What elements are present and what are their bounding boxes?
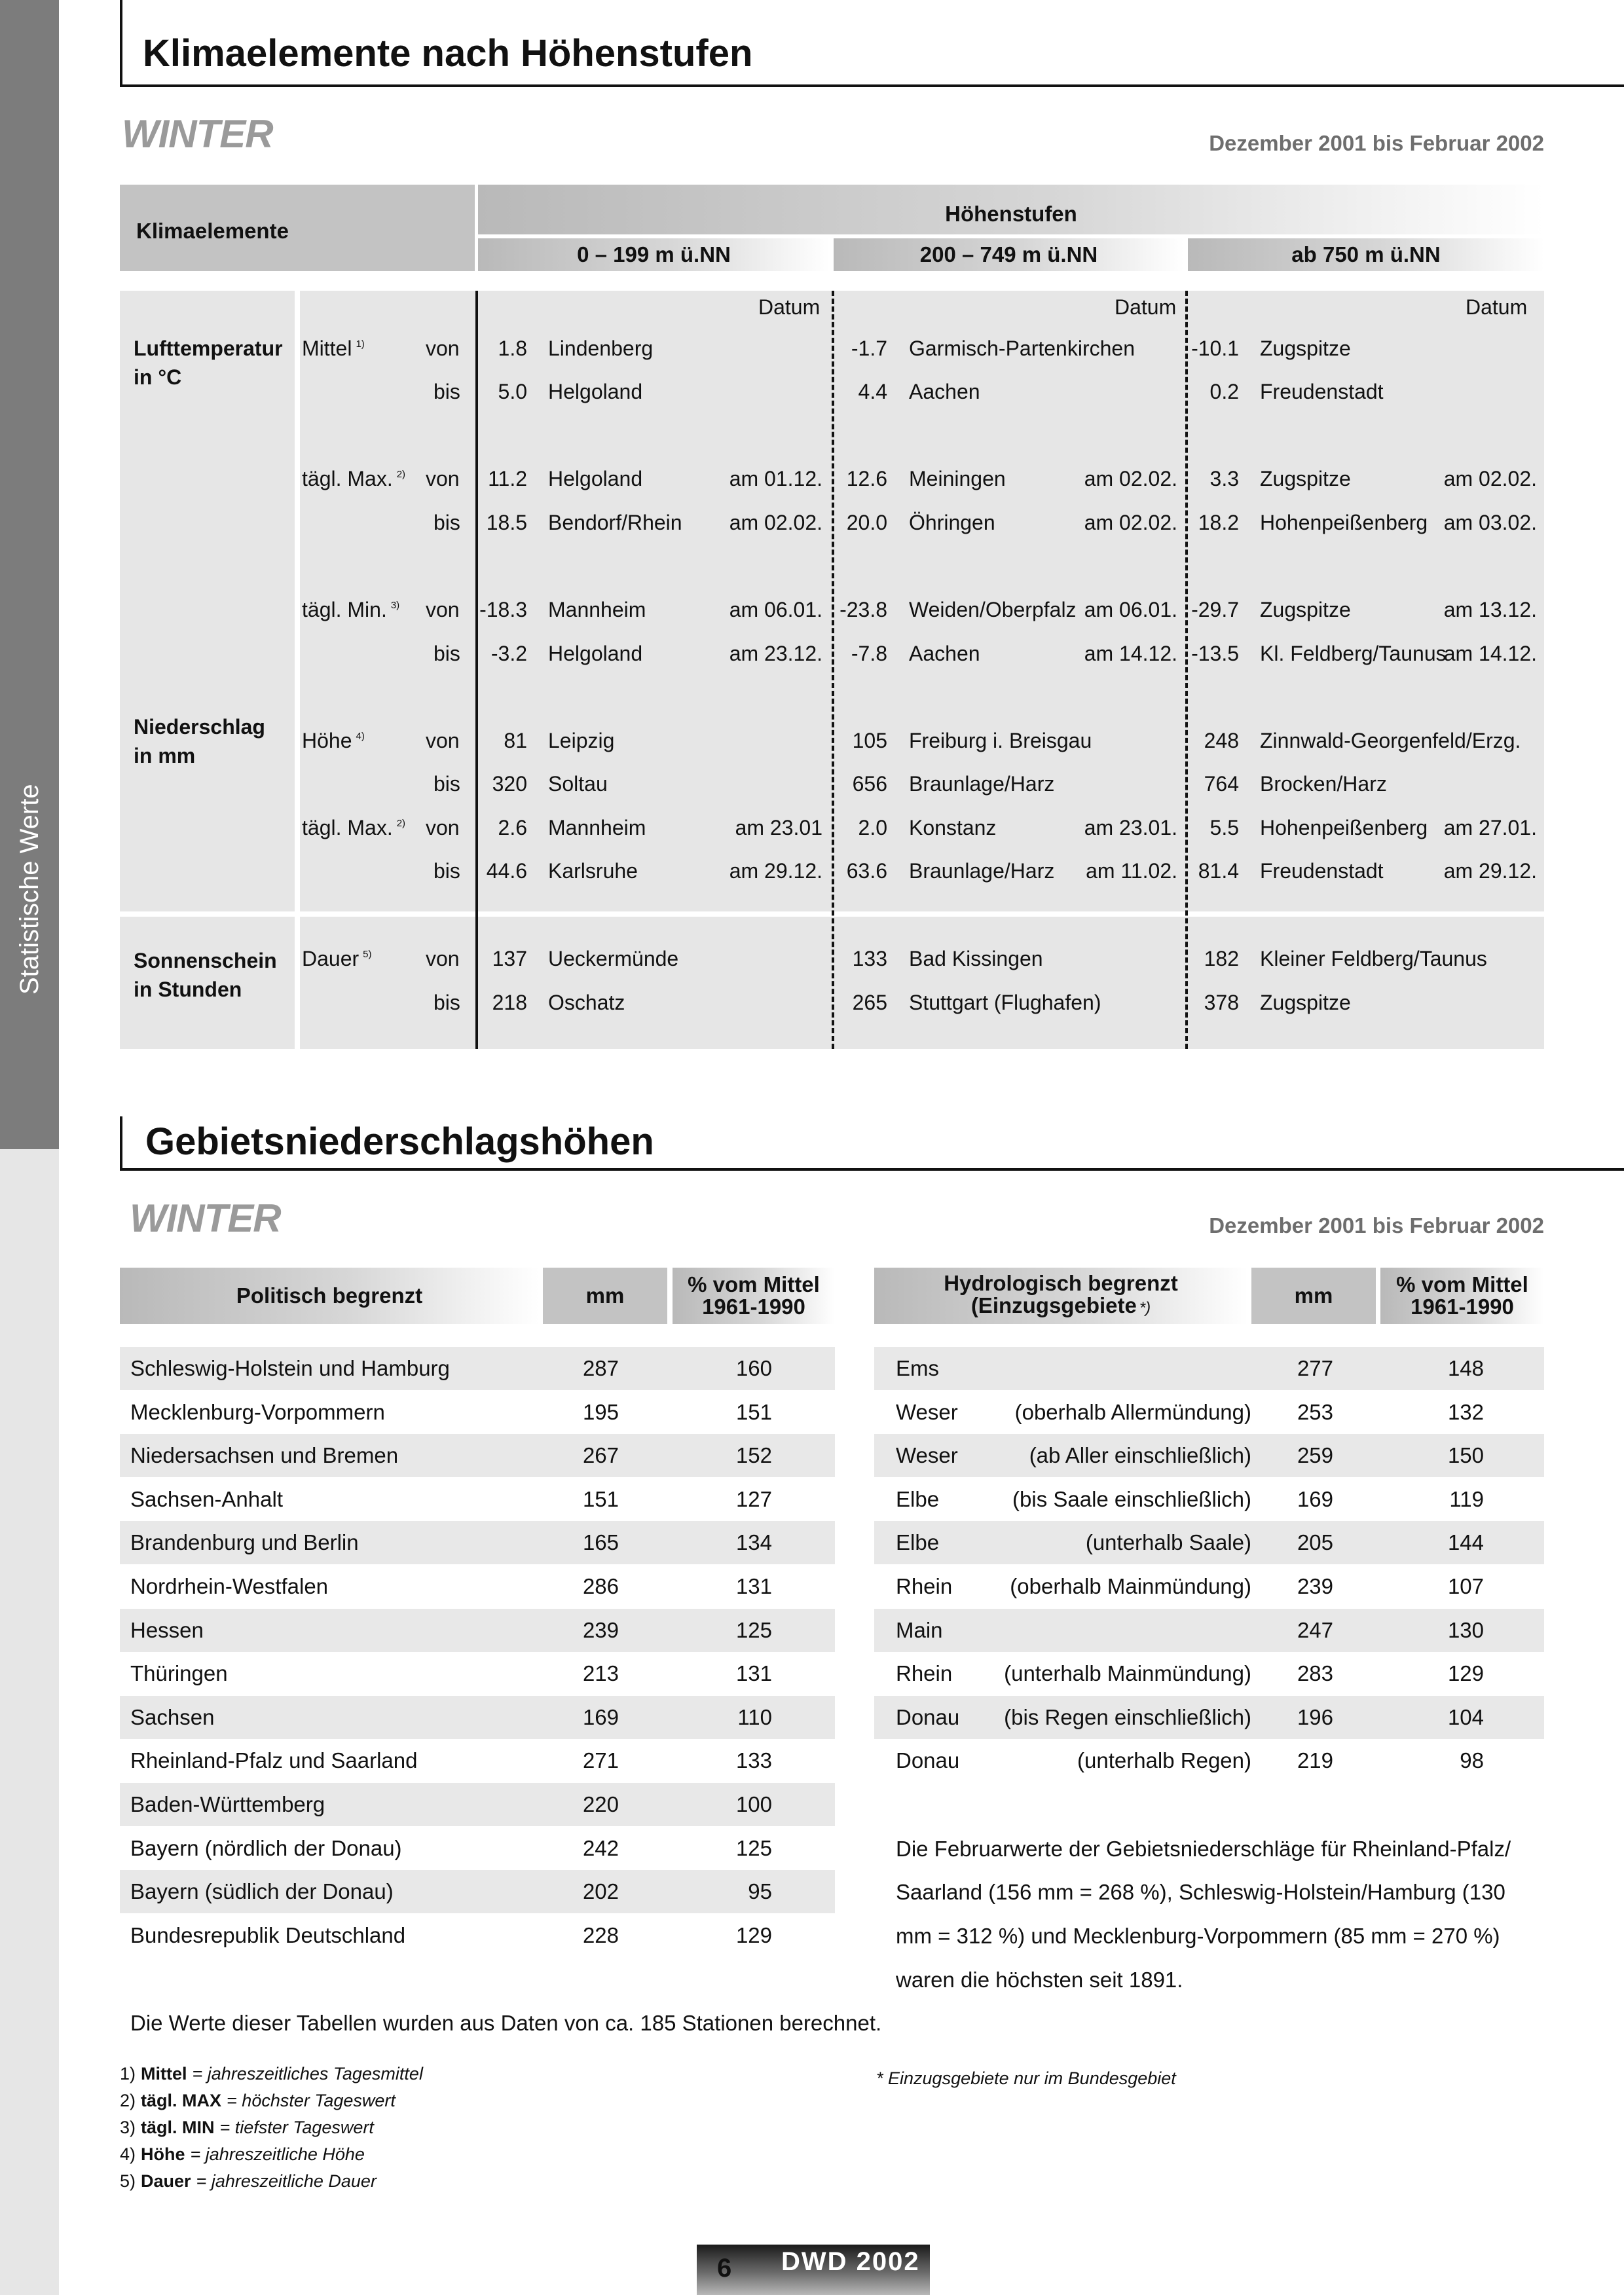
cell-station: Zugspitze (1260, 467, 1351, 490)
river-section: (bis Regen einschließlich) (1004, 1705, 1251, 1729)
cell-date: am 23.01 (735, 816, 822, 839)
column-divider-dashed (832, 291, 834, 1049)
mm-value: 277 (1297, 1356, 1333, 1380)
mm-value: 228 (582, 1923, 619, 1947)
pct-value: 100 (735, 1792, 772, 1816)
footnote-line (120, 2064, 423, 2084)
header-mm: mm (543, 1268, 667, 1324)
header-pct-line2: 1961-1990 (1411, 1294, 1514, 1319)
mm-value: 196 (1297, 1705, 1333, 1729)
cell-value: -7.8 (851, 642, 887, 665)
header-pct-line2: 1961-1990 (702, 1294, 805, 1319)
table-row (120, 1827, 835, 1870)
subgroup-label: Höhe $^{4)}$ (302, 729, 365, 752)
mm-value: 239 (1297, 1574, 1333, 1598)
cell-station: Konstanz (909, 816, 997, 839)
cell-value: 63.6 (846, 859, 887, 883)
subgroup-label: Dauer $^{5)}$ (302, 947, 372, 970)
table-row (120, 1652, 835, 1695)
cell-value: 182 (1204, 947, 1239, 970)
column-divider-solid (475, 291, 478, 1049)
river-name: Main (896, 1618, 943, 1642)
pct-value: 132 (1447, 1400, 1484, 1424)
pct-value: 148 (1447, 1356, 1484, 1380)
cell-value: 12.6 (846, 467, 887, 490)
river-name: Ems (896, 1356, 939, 1380)
footnote-number: 1) (120, 2064, 136, 2084)
pct-value: 133 (735, 1748, 772, 1772)
region-name: Mecklenburg-Vorpommern (130, 1400, 385, 1424)
cell-value: 18.5 (486, 511, 527, 534)
cell-station: Garmisch-Partenkirchen (909, 337, 1135, 360)
footnote-number: 4) (120, 2144, 136, 2164)
cell-date: am 02.02. (1443, 467, 1537, 490)
river-name: Rhein (896, 1661, 953, 1685)
river-name: Elbe (896, 1487, 940, 1511)
mm-value: 259 (1297, 1443, 1333, 1467)
header-pct-line1: % vom Mittel (1396, 1272, 1528, 1296)
cell-station: Freudenstadt (1260, 380, 1384, 403)
cell-value: -29.7 (1191, 598, 1239, 621)
footer-brand: DWD 2002 (781, 2247, 920, 2276)
header-mm: mm (1251, 1268, 1376, 1324)
mm-value: 287 (582, 1356, 619, 1380)
row-dir: von (426, 467, 460, 490)
mm-value: 219 (1297, 1748, 1333, 1772)
period-label: Dezember 2001 bis Februar 2002 (1209, 1213, 1544, 1238)
region-name: Hessen (130, 1618, 204, 1642)
table-row (120, 1696, 835, 1739)
cell-value: 656 (852, 772, 887, 796)
pct-value: 129 (735, 1923, 772, 1947)
pct-value: 125 (735, 1618, 772, 1642)
table-row (120, 1870, 835, 1913)
cell-value: 218 (492, 991, 527, 1014)
datum-label: Datum (1115, 295, 1177, 319)
cell-date: am 02.02. (1084, 467, 1177, 490)
cell-date: am 03.02. (1443, 511, 1537, 534)
cell-date: am 14.12. (1443, 642, 1537, 665)
footnote-number: 3) (120, 2118, 136, 2137)
cell-value: 18.2 (1198, 511, 1239, 534)
cell-station: Kleiner Feldberg/Taunus (1260, 947, 1487, 970)
table-row (120, 1914, 835, 1957)
cell-value: 320 (492, 772, 527, 796)
cell-value: 4.4 (858, 380, 887, 403)
cell-station: Leipzig (548, 729, 615, 752)
footnote-definition: = jahreszeitliche Höhe (190, 2144, 365, 2164)
table-row (874, 1609, 1544, 1652)
group-unit: in Stunden (134, 978, 242, 1001)
season-label: WINTER (122, 112, 273, 156)
cell-date: am 14.12. (1084, 642, 1177, 665)
cell-value: 81 (504, 729, 527, 752)
cell-value: 764 (1204, 772, 1239, 796)
cell-value: -1.7 (851, 337, 887, 360)
cell-date: am 13.12. (1443, 598, 1537, 621)
cell-date: am 06.01. (1084, 598, 1177, 621)
cell-station: Zugspitze (1260, 337, 1351, 360)
table-row (874, 1652, 1544, 1695)
footnote-term: tägl. MIN (141, 2118, 215, 2137)
mm-value: 267 (582, 1443, 619, 1467)
header-pct (673, 1268, 835, 1324)
cell-station: Helgoland (548, 642, 643, 665)
table-row (874, 1434, 1544, 1477)
footnote-term: Höhe (141, 2144, 185, 2164)
pct-value: 160 (735, 1356, 772, 1380)
cell-value: 133 (852, 947, 887, 970)
cell-station: Öhringen (909, 511, 995, 534)
table-row (874, 1521, 1544, 1564)
cell-station: Freiburg i. Breisgau (909, 729, 1092, 752)
cell-value: -23.8 (840, 598, 887, 621)
cell-value: 11.2 (488, 467, 527, 490)
cell-value: 5.5 (1209, 816, 1239, 839)
river-section: (unterhalb Regen) (1077, 1748, 1251, 1772)
row-dir: von (426, 337, 460, 360)
table-row (120, 1609, 835, 1652)
footnote-definition: = tiefster Tageswert (219, 2118, 374, 2137)
pct-value: 151 (735, 1400, 772, 1424)
header-hoehenstufen: Höhenstufen (945, 202, 1077, 226)
table-row (874, 1696, 1544, 1739)
cell-station: Meiningen (909, 467, 1006, 490)
subgroup-label: Mittel $^{1)}$ (302, 337, 365, 360)
region-name: Thüringen (130, 1661, 228, 1685)
cell-value: -13.5 (1191, 642, 1239, 665)
mm-value: 213 (582, 1661, 619, 1685)
row-dir: bis (434, 380, 460, 403)
cell-station: Aachen (909, 380, 980, 403)
footnote-line (120, 2091, 396, 2111)
cell-value: -18.3 (479, 598, 527, 621)
row-dir: bis (434, 859, 460, 883)
stations-note: Die Werte dieser Tabellen wurden aus Daten von ca. 185 Stationen berechnet. (130, 2011, 882, 2035)
header-hydrologisch (874, 1268, 1247, 1324)
cell-station: Helgoland (548, 467, 643, 490)
region-name: Schleswig-Holstein und Hamburg (130, 1356, 450, 1380)
cell-value: 378 (1204, 991, 1239, 1014)
mm-value: 169 (582, 1705, 619, 1729)
region-name: Niedersachsen und Bremen (130, 1443, 399, 1467)
table-row (120, 1391, 835, 1434)
group-unit: in °C (134, 365, 182, 389)
cell-station: Zinnwald-Georgenfeld/Erzg. (1260, 729, 1521, 752)
cell-station: Soltau (548, 772, 608, 796)
header-hydrologisch-line2: (Einzugsgebiete *) (970, 1293, 1151, 1317)
cell-value: 20.0 (846, 511, 887, 534)
cell-station: Kl. Feldberg/Taunus (1260, 642, 1447, 665)
row-dir: von (426, 729, 460, 752)
river-section: (unterhalb Mainmündung) (1004, 1661, 1251, 1685)
pct-value: 110 (737, 1705, 772, 1729)
pct-value: 98 (1460, 1748, 1484, 1772)
cell-value: 2.0 (858, 816, 887, 839)
pct-value: 95 (748, 1879, 772, 1903)
cell-date: am 29.12. (1443, 859, 1537, 883)
note-line: waren die höchsten seit 1891. (896, 1968, 1183, 1992)
cell-station: Mannheim (548, 816, 646, 839)
row-dir: bis (434, 642, 460, 665)
river-section: (ab Aller einschließlich) (1029, 1443, 1251, 1467)
river-name: Weser (896, 1400, 958, 1424)
cell-station: Bad Kissingen (909, 947, 1043, 970)
mm-value: 220 (582, 1792, 619, 1816)
cell-date: am 02.02. (1084, 511, 1177, 534)
cell-value: 105 (852, 729, 887, 752)
header-klimaelemente: Klimaelemente (136, 219, 289, 243)
cell-station: Braunlage/Harz (909, 859, 1055, 883)
cell-station: Hohenpeißenberg (1260, 511, 1428, 534)
note-line: Die Februarwerte der Gebietsniederschläge für Rheinland-Pfalz/ (896, 1837, 1511, 1861)
row-dir: von (426, 947, 460, 970)
page-number: 6 (717, 2254, 732, 2283)
datum-label: Datum (758, 295, 821, 319)
cell-date: am 01.12. (729, 467, 822, 490)
cell-station: Hohenpeißenberg (1260, 816, 1428, 839)
section-title-gebietsniederschlag: Gebietsniederschlagshöhen (145, 1120, 654, 1163)
note-line: mm = 312 %) und Mecklenburg-Vorpommern (85 mm = 270 %) (896, 1924, 1500, 1948)
cell-value: 2.6 (498, 816, 527, 839)
footnote-term: tägl. MAX (141, 2091, 222, 2110)
cell-station: Freudenstadt (1260, 859, 1384, 883)
header-politisch: Politisch begrenzt (120, 1268, 539, 1324)
table-row (120, 1478, 835, 1521)
cell-station: Brocken/Harz (1260, 772, 1387, 796)
cell-date: am 11.02. (1086, 859, 1177, 883)
region-name: Baden-Württemberg (130, 1792, 325, 1816)
pct-value: 144 (1447, 1530, 1484, 1554)
river-section: (bis Saale einschließlich) (1012, 1487, 1251, 1511)
pct-value: 134 (735, 1530, 772, 1554)
footnote-definition: = höchster Tageswert (227, 2091, 396, 2110)
datum-label: Datum (1466, 295, 1528, 319)
header-hydrologisch-line1: Hydrologisch begrenzt (944, 1271, 1178, 1295)
row-dir: bis (434, 511, 460, 534)
cell-date: am 06.01. (729, 598, 822, 621)
subgroup-label: tägl. Max. $^{2)}$ (302, 816, 406, 839)
cell-value: -3.2 (490, 642, 527, 665)
cell-date: am 29.12. (729, 859, 822, 883)
cell-date: am 23.12. (729, 642, 822, 665)
cell-date: am 27.01. (1443, 816, 1537, 839)
pct-value: 130 (1447, 1618, 1484, 1642)
pct-value: 125 (735, 1836, 772, 1860)
cell-station: Stuttgart (Flughafen) (909, 991, 1101, 1014)
mm-value: 151 (582, 1487, 619, 1511)
pct-value: 152 (735, 1443, 772, 1467)
mm-value: 242 (582, 1836, 619, 1860)
header-zone-200-749: 200 – 749 m ü.NN (919, 242, 1098, 266)
cell-station: Zugspitze (1260, 991, 1351, 1014)
row-dir: von (426, 598, 460, 621)
mm-value: 195 (582, 1400, 619, 1424)
section-side-label (9, 953, 50, 995)
mm-value: 169 (1297, 1487, 1333, 1511)
header-pct (1380, 1268, 1544, 1324)
season-label: WINTER (130, 1196, 281, 1240)
footnote-term: Mittel (141, 2064, 187, 2084)
river-section: (oberhalb Allermündung) (1014, 1400, 1251, 1424)
cell-value: 1.8 (498, 337, 527, 360)
table-row (120, 1347, 835, 1390)
section-title-klimaelemente: Klimaelemente nach Höhenstufen (143, 32, 753, 75)
cell-station: Mannheim (548, 598, 646, 621)
cell-date: am 23.01. (1084, 816, 1177, 839)
table-row (120, 1521, 835, 1564)
period-label: Dezember 2001 bis Februar 2002 (1209, 131, 1544, 155)
mm-value: 271 (582, 1748, 619, 1772)
cell-value: 265 (852, 991, 887, 1014)
cell-station: Lindenberg (548, 337, 654, 360)
group-name: Niederschlag (134, 715, 265, 739)
region-name: Bayern (südlich der Donau) (130, 1879, 394, 1903)
cell-station: Karlsruhe (548, 859, 638, 883)
mm-value: 253 (1297, 1400, 1333, 1424)
river-section: (unterhalb Saale) (1085, 1530, 1251, 1554)
mm-value: 247 (1297, 1618, 1333, 1642)
footnote-definition: = jahreszeitliches Tagesmittel (192, 2064, 423, 2084)
pct-value: 104 (1447, 1705, 1484, 1729)
column-divider-dashed (1185, 291, 1188, 1049)
header-pct-line1: % vom Mittel (688, 1272, 820, 1296)
group-name: Sonnenschein (134, 949, 277, 972)
subgroup-label: tägl. Min. $^{3)}$ (302, 598, 400, 621)
region-name: Bundesrepublik Deutschland (130, 1923, 406, 1947)
pct-value: 119 (1449, 1487, 1484, 1511)
table-row (874, 1478, 1544, 1521)
river-name: Rhein (896, 1574, 953, 1598)
pct-value: 131 (735, 1574, 772, 1598)
region-name: Sachsen-Anhalt (130, 1487, 283, 1511)
table-row (874, 1565, 1544, 1608)
table-row (874, 1739, 1544, 1782)
note-line: Saarland (156 mm = 268 %), Schleswig-Holstein/Hamburg (130 (896, 1880, 1505, 1904)
footnote-line (120, 2144, 365, 2165)
header-zone-0-199: 0 – 199 m ü.NN (577, 242, 731, 266)
river-name: Elbe (896, 1530, 940, 1554)
mm-value: 239 (582, 1618, 619, 1642)
table-row (874, 1347, 1544, 1390)
footnote-number: 2) (120, 2091, 136, 2110)
footnote-term: Dauer (141, 2171, 191, 2191)
table-row (120, 1434, 835, 1477)
region-name: Bayern (nördlich der Donau) (130, 1836, 402, 1860)
mm-value: 283 (1297, 1661, 1333, 1685)
cell-station: Weiden/Oberpfalz (909, 598, 1077, 621)
region-name: Rheinland-Pfalz und Saarland (130, 1748, 418, 1772)
cell-station: Bendorf/Rhein (548, 511, 682, 534)
cell-value: -10.1 (1191, 337, 1239, 360)
region-name: Brandenburg und Berlin (130, 1530, 359, 1554)
cell-value: 3.3 (1209, 467, 1239, 490)
einzugsgebiete-note: * Einzugsgebiete nur im Bundesgebiet (876, 2068, 1176, 2088)
table-row (120, 1783, 835, 1826)
river-section: (oberhalb Mainmündung) (1010, 1574, 1251, 1598)
footnote-line (120, 2118, 374, 2138)
row-dir: bis (434, 991, 460, 1014)
cell-value: 5.0 (498, 380, 527, 403)
header-zone-ab-750: ab 750 m ü.NN (1291, 242, 1441, 266)
row-dir: von (426, 816, 460, 839)
group-name: Lufttemperatur (134, 337, 283, 360)
row-dir: bis (434, 772, 460, 796)
cell-value: 0.2 (1209, 380, 1239, 403)
region-name: Nordrhein-Westfalen (130, 1574, 329, 1598)
column-divider (295, 291, 300, 1049)
river-name: Weser (896, 1443, 958, 1467)
cell-station: Zugspitze (1260, 598, 1351, 621)
pct-value: 107 (1447, 1574, 1484, 1598)
cell-station: Oschatz (548, 991, 625, 1014)
river-name: Donau (896, 1705, 960, 1729)
river-name: Donau (896, 1748, 960, 1772)
cell-date: am 02.02. (729, 511, 822, 534)
pct-value: 129 (1447, 1661, 1484, 1685)
mm-value: 202 (582, 1879, 619, 1903)
cell-station: Aachen (909, 642, 980, 665)
table-row (874, 1391, 1544, 1434)
cell-station: Ueckermünde (548, 947, 679, 970)
group-unit: in mm (134, 744, 196, 767)
cell-value: 137 (492, 947, 527, 970)
footnote-line (120, 2171, 377, 2192)
cell-value: 248 (1204, 729, 1239, 752)
cell-station: Helgoland (548, 380, 643, 403)
subgroup-label: tägl. Max. $^{2)}$ (302, 467, 406, 490)
mm-value: 165 (582, 1530, 619, 1554)
table-row (120, 1565, 835, 1608)
footnote-definition: = jahreszeitliche Dauer (196, 2171, 377, 2191)
table-row (120, 1739, 835, 1782)
pct-value: 131 (735, 1661, 772, 1685)
pct-value: 150 (1447, 1443, 1484, 1467)
cell-value: 81.4 (1198, 859, 1239, 883)
pct-value: 127 (735, 1487, 772, 1511)
cell-station: Braunlage/Harz (909, 772, 1055, 796)
cell-value: 44.6 (486, 859, 527, 883)
footnote-number: 5) (120, 2171, 136, 2191)
region-name: Sachsen (130, 1705, 215, 1729)
mm-value: 205 (1297, 1530, 1333, 1554)
mm-value: 286 (582, 1574, 619, 1598)
